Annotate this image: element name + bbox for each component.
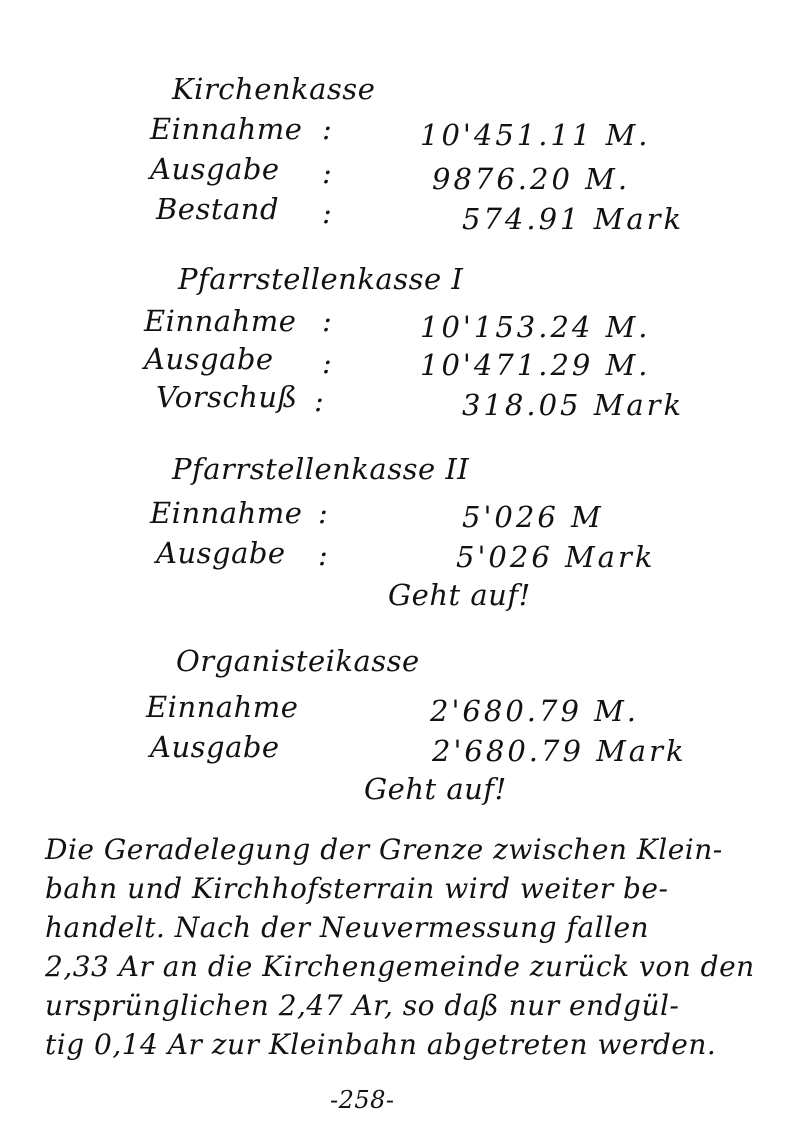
page-number: -258- (330, 1086, 395, 1114)
row-colon: : (322, 156, 333, 190)
row-amount-vorschuss: 318.05 Mark (462, 388, 685, 422)
row-amount-einnahme: 2'680.79 M. (430, 694, 640, 728)
row-colon: : (322, 304, 333, 338)
row-label-ausgabe: Ausgabe (150, 152, 280, 186)
paragraph-line: handelt. Nach der Neuvermessung fallen (45, 911, 650, 944)
row-colon: : (318, 538, 329, 572)
row-colon: : (314, 384, 325, 418)
row-amount-einnahme: 5'026 M (462, 500, 604, 534)
row-amount-ausgabe: 10'471.29 M. (420, 348, 651, 382)
row-label-einnahme: Einnahme (144, 304, 297, 338)
row-amount-bestand: 574.91 Mark (462, 202, 685, 236)
row-label-einnahme: Einnahme (150, 112, 303, 146)
section-title: Kirchenkasse (172, 72, 376, 106)
section-title: Pfarrstellenkasse II (172, 452, 470, 486)
row-label-einnahme: Einnahme (146, 690, 299, 724)
section-title: Organisteikasse (176, 644, 420, 678)
row-amount-ausgabe: 5'026 Mark (456, 540, 656, 574)
paragraph-line: tig 0,14 Ar zur Kleinbahn abgetreten werden. (45, 1028, 717, 1061)
row-label-einnahme: Einnahme (150, 496, 303, 530)
row-amount-ausgabe: 9876.20 M. (432, 162, 631, 196)
row-amount-ausgabe: 2'680.79 Mark (432, 734, 687, 768)
paragraph-line: ursprünglichen 2,47 Ar, so daß nur endgül- (45, 989, 680, 1022)
row-colon: : (318, 496, 329, 530)
row-label-ausgabe: Ausgabe (156, 536, 286, 570)
balance-note: Geht auf! (388, 578, 531, 612)
row-colon: : (322, 112, 333, 146)
section-title: Pfarrstellenkasse I (178, 262, 464, 296)
row-label-ausgabe: Ausgabe (144, 342, 274, 376)
row-label-vorschuss: Vorschuß (156, 380, 298, 414)
row-colon: : (322, 346, 333, 380)
row-amount-einnahme: 10'451.11 M. (420, 118, 651, 152)
boundary-paragraph (45, 830, 765, 1064)
row-colon: : (322, 196, 333, 230)
balance-note: Geht auf! (364, 772, 507, 806)
paragraph-line: bahn und Kirchhofsterrain wird weiter be- (45, 872, 669, 905)
paragraph-line: 2,33 Ar an die Kirchengemeinde zurück von den (45, 950, 755, 983)
paragraph-line: Die Geradelegung der Grenze zwischen Klein- (45, 833, 723, 866)
row-label-ausgabe: Ausgabe (150, 730, 280, 764)
row-label-bestand: Bestand (156, 192, 280, 226)
row-amount-einnahme: 10'153.24 M. (420, 310, 651, 344)
